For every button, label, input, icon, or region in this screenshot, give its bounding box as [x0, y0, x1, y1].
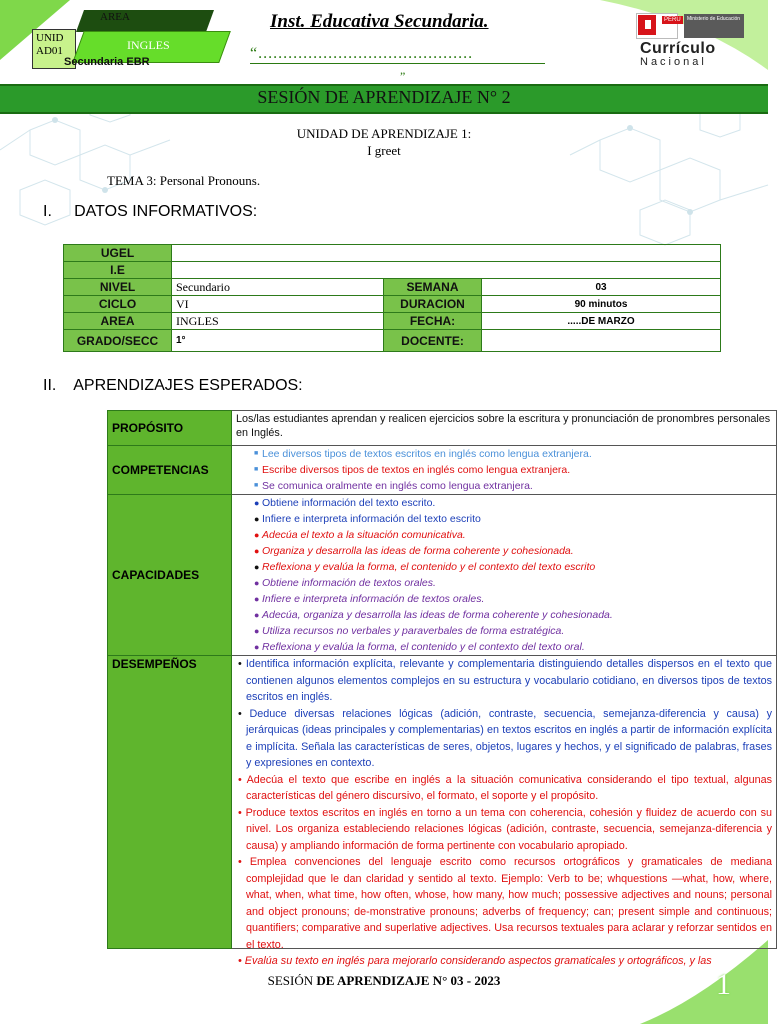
list-item: ● Utiliza recursos no verbales y paraverbales de forma estratégica.: [254, 625, 565, 637]
session-title: SESIÓN DE APRENDIZAJE N° 2: [257, 87, 511, 107]
list-item: ● Adecúa el texto a la situación comunicativa.: [254, 529, 466, 541]
level-label: Secundaria EBR: [64, 56, 150, 68]
competencias-list: [232, 446, 777, 495]
grado-label: GRADO/SECC: [64, 330, 172, 352]
page-footer: SESIÓN DE APRENDIZAJE N° 03 - 2023: [267, 973, 501, 988]
ciclo-label: CICLO: [64, 296, 172, 313]
aprendizajes-table: [107, 410, 777, 967]
logo-curriculo-text: Currículo: [640, 40, 716, 57]
unit-label: UNIDAD DE APRENDIZAJE 1:: [296, 126, 472, 141]
area-row-value: INGLES: [172, 313, 384, 330]
table-row: [64, 313, 721, 330]
list-item: ● Infiere e interpreta información del texto escrito: [254, 513, 481, 525]
table-row: [108, 495, 777, 656]
closing-quote: ”: [400, 69, 406, 83]
list-item: • Evalúa su texto en inglés para mejorarlo considerando aspectos gramaticales y ortográficos, y las: [238, 955, 712, 967]
ciclo-value: VI: [172, 296, 384, 313]
list-item: • Identifica información explícita, relevante y complementaria distinguiendo detalles dispersos en el texto que contienen algunos elementos complejos en su estructura y vocabulario cotidiano, en diversos tipos de textos escritos en inglés.: [238, 658, 772, 703]
table-row: [64, 262, 721, 279]
list-item: ● Adecúa, organiza y desarrolla las ideas de forma coherente y cohesionada.: [254, 609, 613, 621]
table-row: [64, 330, 721, 352]
semana-value: 03: [482, 279, 721, 296]
table-row: [64, 245, 721, 262]
grado-value: 1°: [172, 330, 384, 352]
nivel-label: NIVEL: [64, 279, 172, 296]
proposito-label: PROPÓSITO: [108, 411, 232, 446]
nivel-value: Secundario: [172, 279, 384, 296]
logo-peru-text: PERÚ: [664, 17, 681, 23]
unit-code-box: UNID AD01: [32, 29, 76, 69]
area-label: AREA: [100, 11, 130, 23]
table-row: [108, 446, 777, 495]
duracion-label: DURACION: [384, 296, 482, 313]
list-item: ● Reflexiona y evalúa la forma, el contenido y el contexto del texto oral.: [254, 641, 585, 653]
proposito-text: Los/las estudiantes aprendan y realicen ejercicios sobre la escritura y pronunciación de pronombres personales en Inglés.: [232, 411, 777, 446]
list-item: ● Obtiene información del texto escrito.: [254, 497, 436, 509]
list-item: ■ Se comunica oralmente en inglés como lengua extranjera.: [254, 480, 533, 492]
list-item: ● Organiza y desarrolla las ideas de forma coherente y cohesionada.: [254, 545, 574, 557]
list-item: ● Reflexiona y evalúa la forma, el contenido y el contexto del texto escrito: [254, 561, 596, 573]
logo-nacional-text: Nacional: [640, 56, 707, 68]
table-row: [64, 296, 721, 313]
datos-informativos-table: [63, 244, 721, 352]
page-number: 1: [716, 968, 731, 1001]
list-item: ● Obtiene información de textos orales.: [254, 577, 436, 589]
ugel-label: UGEL: [64, 245, 172, 262]
ie-label: I.E: [64, 262, 172, 279]
section-heading-datos: I. DATOS INFORMATIVOS:: [43, 203, 258, 220]
list-item: • Emplea convenciones del lenguaje escrito como recursos ortográficos y gramaticales de mediana complejidad que le dan claridad y sentido al texto. Ejemplo: Verb to be; whquestions —what, how, where, what, when, what time, how often, whose, how many, how much; possessive adjectives and nouns; personal and object pronouns; de-monstrative pronouns; adverbs of frequency; can; present simple and continuous; quantifiers; comparative and superlative adjectives. Usa recursos textuales para aclarar y reforzar sentidos en el texto.: [238, 856, 772, 951]
docente-value: [482, 330, 721, 352]
list-item: ■ Escribe diversos tipos de textos en inglés como lengua extranjera.: [254, 464, 571, 476]
institution-name-placeholder: “...........................................: [250, 45, 545, 64]
section-heading-aprendizajes: II. APRENDIZAJES ESPERADOS:: [43, 377, 303, 394]
docente-label: DOCENTE:: [384, 330, 482, 352]
topic: TEMA 3: Personal Pronouns.: [107, 173, 261, 188]
fecha-value: .....DE MARZO: [482, 313, 721, 330]
list-item: • Deduce diversas relaciones lógicas (adición, contraste, secuencia, semejanza-diferencia y causa) y jerárquicas (ideas principales y complementarias) en textos escritos en inglés a partir de información explícita e implícita. Señala las características de seres, objetos, lugares y hechos, y el significado de palabras, frases y expresiones en contexto.: [238, 707, 773, 769]
table-row: [108, 411, 777, 446]
semana-label: SEMANA: [384, 279, 482, 296]
capacidades-label: CAPACIDADES: [108, 495, 232, 656]
fecha-label: FECHA:: [384, 313, 482, 330]
list-item: • Adecúa el texto que escribe en inglés a la situación comunicativa considerando el tipo textual, algunas características del género discursivo, el formato, el soporte y el propósito.: [238, 773, 772, 802]
desempenos-label: DESEMPEÑOS: [108, 656, 232, 949]
institution-title: Inst. Educativa Secundaria.: [270, 11, 489, 32]
list-item: ■ Lee diversos tipos de textos escritos en inglés como lengua extranjera.: [254, 448, 592, 460]
desempenos-list: [232, 656, 777, 967]
area-banner: [76, 10, 214, 32]
subject-label: INGLES: [127, 38, 170, 52]
table-row: [64, 279, 721, 296]
logo-ministry-text: Ministerio de Educación: [684, 14, 744, 38]
area-row-label: AREA: [64, 313, 172, 330]
competencias-label: COMPETENCIAS: [108, 446, 232, 495]
unit-title: I greet: [367, 143, 401, 158]
ugel-value: [172, 245, 721, 262]
table-row: [108, 656, 777, 949]
capacidades-list: [232, 495, 777, 656]
ie-value: [172, 262, 721, 279]
list-item: • Produce textos escritos en inglés en torno a un tema con coherencia, cohesión y fluidez de acuerdo con su nivel. Los organiza estableciendo relaciones lógicas (adición, contraste, secuencia, semejanza-diferencia y causa) y ampliando información de forma pertinente con vocabulario apropiado.: [238, 806, 773, 852]
duracion-value: 90 minutos: [482, 296, 721, 313]
list-item: ● Infiere e interpreta información de textos orales.: [254, 593, 485, 605]
